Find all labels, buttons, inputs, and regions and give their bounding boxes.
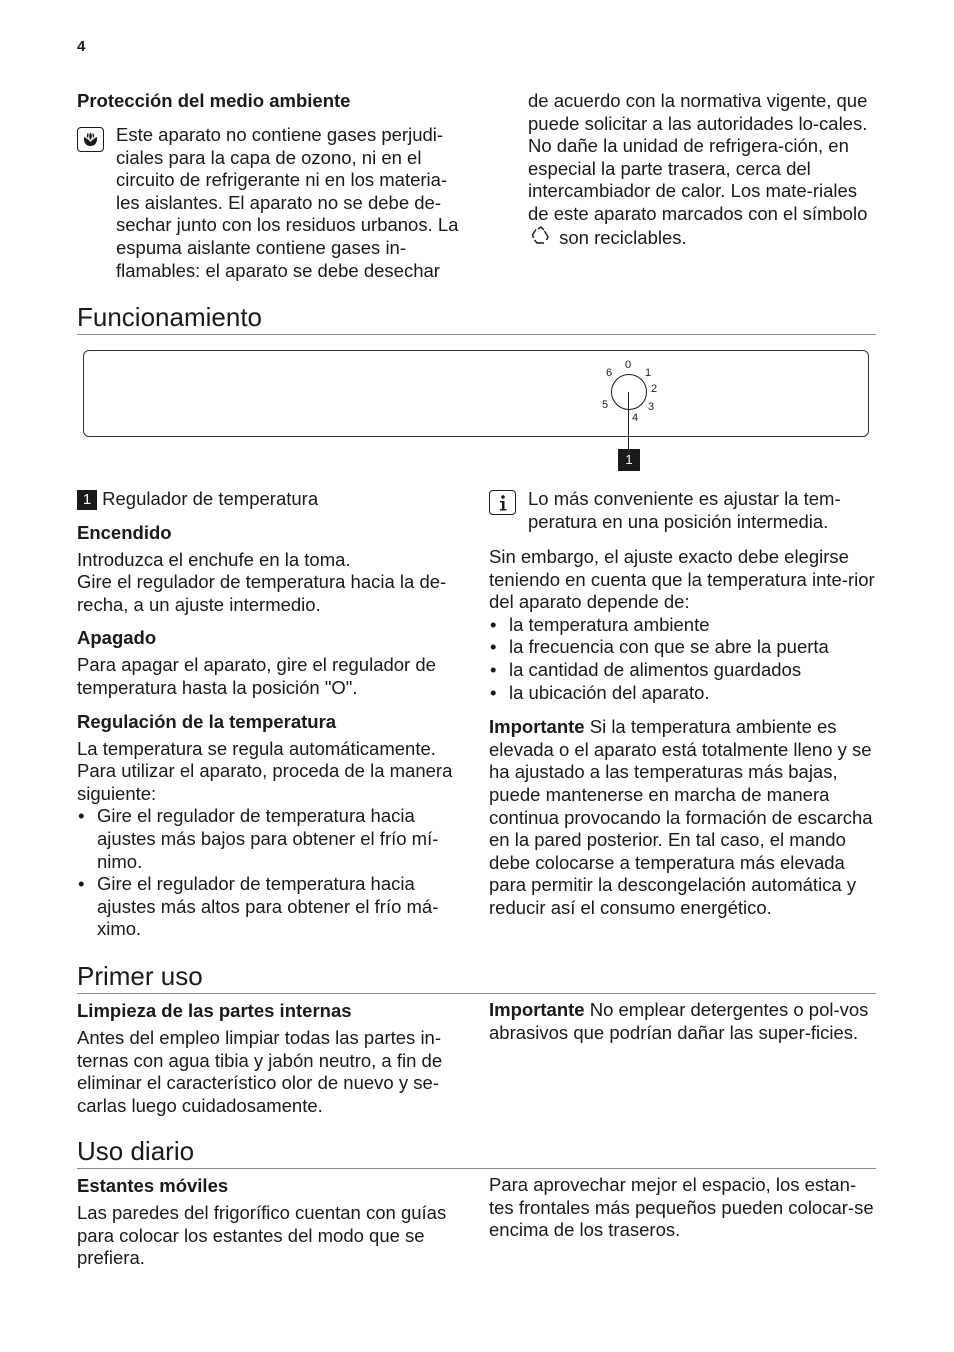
regulacion-list (77, 805, 467, 941)
sin-embargo-text: Sin embargo, el ajuste exacto debe elegirse teniendo en cuenta que la temperatura inte-rior del aparato depende de: (489, 546, 875, 613)
control-panel-illustration (83, 350, 869, 437)
dial-label-5: 5 (602, 399, 609, 411)
funcionamiento-right-column (489, 546, 879, 920)
limpieza-text: Antes del empleo limpiar todas las partes in-ternas con agua tibia y jabón neutro, a fin de eliminar el característico olor de nuevo y se-carlas luego cuidadosamente. (77, 1027, 443, 1116)
environment-icon (77, 127, 104, 152)
uso-diario-right-column (489, 1174, 879, 1242)
primer-uso-right-column (489, 999, 879, 1044)
page-number: 4 (77, 38, 86, 55)
uso-diario-left-column (77, 1175, 467, 1270)
environment-left-column (77, 90, 467, 112)
regulacion-heading: Regulación de la temperatura (77, 710, 337, 732)
encendido-heading: Encendido (77, 521, 172, 543)
apagado-text: Para apagar el aparato, gire el regulador de temperatura hasta la posición "O". (77, 654, 436, 698)
section-title-uso-diario: Uso diario (77, 1136, 195, 1166)
section-title-primer-uso: Primer uso (77, 961, 203, 991)
dial-label-1: 1 (645, 367, 652, 379)
list-item: • Gire el regulador de temperatura hacia ajustes más bajos para obtener el frío mí-nimo. (77, 805, 467, 873)
primer-uso-left-column (77, 1000, 467, 1117)
estantes-heading: Estantes móviles (77, 1175, 229, 1196)
list-item: • la frecuencia con que se abre la puerta (489, 636, 879, 659)
funcionamiento-left-column (77, 488, 467, 941)
dial-label-6: 6 (606, 367, 613, 379)
environment-right-text (528, 90, 878, 249)
primer-uso-importante-text: No emplear detergentes o pol-vos abrasivos que podrían dañar las super-ficies. (489, 999, 869, 1043)
callout-line (628, 392, 629, 449)
environment-left-paragraph: Este aparato no contiene gases perjudi-ciales para la capa de ozono, ni en el circuito de refrigerante ni en los materia-les aislantes. El aparato no se debe de-sechar junto con los residuos urbanos. La espuma aislante contiene gases in-flamables: el aparato se debe desechar (116, 124, 459, 281)
info-icon (489, 490, 516, 515)
info-text-block (528, 488, 878, 533)
callout-number: 1 (618, 449, 640, 471)
dial-label-0: 0 (625, 359, 632, 371)
list-item: • la temperatura ambiente (489, 614, 879, 637)
encendido-line1: Introduzca el enchufe en la toma. (77, 548, 351, 570)
estantes-text: Las paredes del frigorífico cuentan con guías para colocar los estantes del modo que se prefiera. (77, 1202, 447, 1269)
primer-uso-importante (489, 999, 879, 1044)
list-item: • Gire el regulador de temperatura hacia ajustes más altos para obtener el frío má-ximo. (77, 873, 467, 941)
limpieza-heading: Limpieza de las partes internas (77, 1000, 352, 1021)
dial-label-2: 2 (651, 383, 658, 395)
environment-right-paragraph (528, 90, 878, 249)
importante-text: Si la temperatura ambiente es elevada o el aparato está totalmente lleno y se ha ajustado a las temperaturas más bajas, puede mantenerse en marcha de manera continua provocando la formación de escarcha en la pared posterior. En tal caso, el mando debe colocarse a temperatura más elevada para permitir la descongelación automática y reducir así el consumo energético. (489, 716, 873, 918)
environment-right-text-after: son reciclables. (559, 226, 687, 248)
legend-text: Regulador de temperatura (102, 488, 319, 509)
dial-label-4: 4 (632, 412, 639, 424)
info-text: Lo más conveniente es ajustar la tem-peratura en una posición intermedia. (528, 488, 841, 532)
list-item: • la cantidad de alimentos guardados (489, 659, 879, 682)
primer-uso-importante-label: Importante (489, 999, 585, 1020)
environment-right-text-before: de acuerdo con la normativa vigente, que puede solicitar a las autoridades lo-cales. No dañe la unidad de refrigera-ción, en especial la parte trasera, cerca del intercambiador de calor. Los mate-riales de este aparato marcados con el símbolo (528, 90, 868, 224)
section-rule-funcionamiento (77, 334, 876, 335)
importante-label: Importante (489, 716, 585, 738)
legend-number: 1 (77, 490, 97, 510)
estantes-right-text: Para aprovechar mejor el espacio, los estan-tes frontales más pequeños pueden colocar-se encima de los traseros. (489, 1174, 874, 1241)
list-item: • la ubicación del aparato. (489, 682, 879, 705)
apagado-heading: Apagado (77, 627, 157, 649)
importante-paragraph (489, 716, 879, 919)
encendido-line2: Gire el regulador de temperatura hacia la de-recha, a un ajuste intermedio. (77, 571, 447, 615)
section-rule-uso-diario (77, 1168, 876, 1169)
dial-label-3: 3 (648, 401, 655, 413)
environment-left-text (116, 124, 468, 282)
factors-list (489, 614, 879, 704)
environment-heading: Protección del medio ambiente (77, 90, 351, 111)
legend-item (77, 488, 467, 511)
section-rule-primer-uso (77, 993, 876, 994)
recycle-icon (530, 226, 552, 246)
regulacion-text: La temperatura se regula automáticamente. Para utilizar el aparato, proceda de la manera siguiente: (77, 737, 453, 804)
section-title-funcionamiento: Funcionamiento (77, 302, 262, 332)
